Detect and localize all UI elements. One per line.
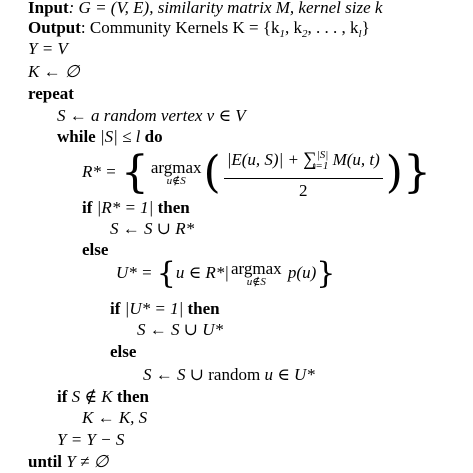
init-y-line: Y = V (28, 39, 68, 58)
u-argmax-word: argmax (231, 259, 282, 279)
sum-subscript: t=1 (312, 160, 329, 172)
argmax-operator (151, 159, 202, 187)
if-s-not-in-k-line (57, 387, 149, 407)
init-k-line: K ← ∅ (28, 62, 80, 81)
output-text: : Community Kernels K = {k (80, 18, 280, 37)
s-union-random-line (143, 365, 315, 385)
then-keyword-3: then (116, 387, 149, 406)
output-sub-1: 1 (279, 28, 286, 40)
while-keyword: while (57, 127, 96, 146)
u-star-equation (116, 256, 335, 290)
repeat-keyword: repeat (28, 84, 74, 103)
if-keyword-2: if (110, 299, 121, 318)
output-end: } (361, 18, 370, 37)
numerator-left: |E(u, S)| + (226, 150, 304, 169)
fraction (224, 145, 383, 201)
if-r-star-condition: |R* = 1| (92, 198, 158, 217)
argmax-subscript: u∉S (166, 175, 186, 187)
while-line (57, 127, 163, 147)
while-condition: |S| ≤ l (95, 127, 145, 146)
numerator-right: M(u, t) (328, 150, 380, 169)
output-line (28, 18, 370, 44)
r-star-equation (82, 145, 431, 201)
fraction-numerator (224, 145, 383, 179)
random-word: random (208, 365, 261, 384)
u-left-brace: { (156, 256, 176, 292)
output-mid-2: , . . . , k (307, 18, 359, 37)
sum-symbol: ∑ (303, 149, 317, 170)
sum-superscript: |S| (316, 149, 329, 161)
then-keyword-1: then (157, 198, 190, 217)
if-keyword-1: if (82, 198, 93, 217)
k-update-line: K ← K, S (82, 408, 148, 427)
until-condition: Y ≠ ∅ (62, 452, 109, 471)
output-sub-2: 2 (302, 28, 308, 40)
random-vertex-line: S ← a random vertex v ∈ V (57, 106, 246, 125)
u-star-lhs: U* = (116, 263, 157, 282)
if-u-star-condition: |U* = 1| (120, 299, 188, 318)
if-s-condition: S ∉ K (67, 387, 117, 406)
output-mid-1: , k (285, 18, 303, 37)
s-union-random-left: S ← S ∪ (143, 365, 209, 384)
until-line (28, 452, 108, 472)
until-keyword: until (28, 452, 63, 471)
input-line (28, 0, 382, 18)
y-update-line: Y = Y − S (57, 430, 125, 449)
input-text: : G = (V, E), similarity matrix M, kernel size k (68, 0, 383, 17)
left-paren: ( (203, 147, 221, 198)
else-keyword-2: else (110, 342, 137, 361)
then-keyword-2: then (187, 299, 220, 318)
u-argmax-operator (231, 260, 282, 288)
else-keyword-1: else (82, 240, 109, 259)
left-brace: { (120, 147, 149, 198)
output-label: Output (28, 18, 81, 37)
s-union-r-line: S ← S ∪ R* (110, 219, 195, 238)
u-set-right: p(u) (283, 263, 317, 282)
u-argmax-subscript: u∉S (246, 276, 266, 289)
right-paren: ) (385, 147, 403, 198)
do-keyword: do (144, 127, 163, 146)
argmax-word: argmax (150, 158, 202, 177)
s-union-random-right: u ∈ U* (260, 365, 315, 384)
if-keyword-3: if (57, 387, 68, 406)
s-union-u-line: S ← S ∪ U* (137, 320, 224, 339)
fraction-denominator: 2 (299, 181, 308, 200)
input-label: Input (28, 0, 69, 17)
if-u-star-line (110, 299, 220, 319)
right-brace: } (402, 147, 431, 198)
if-r-star-line (82, 198, 190, 218)
r-star-lhs: R* = (82, 161, 121, 181)
u-set-left: u ∈ R*| (175, 263, 229, 282)
output-sub-3: l (358, 28, 362, 40)
u-right-brace: } (316, 256, 336, 292)
